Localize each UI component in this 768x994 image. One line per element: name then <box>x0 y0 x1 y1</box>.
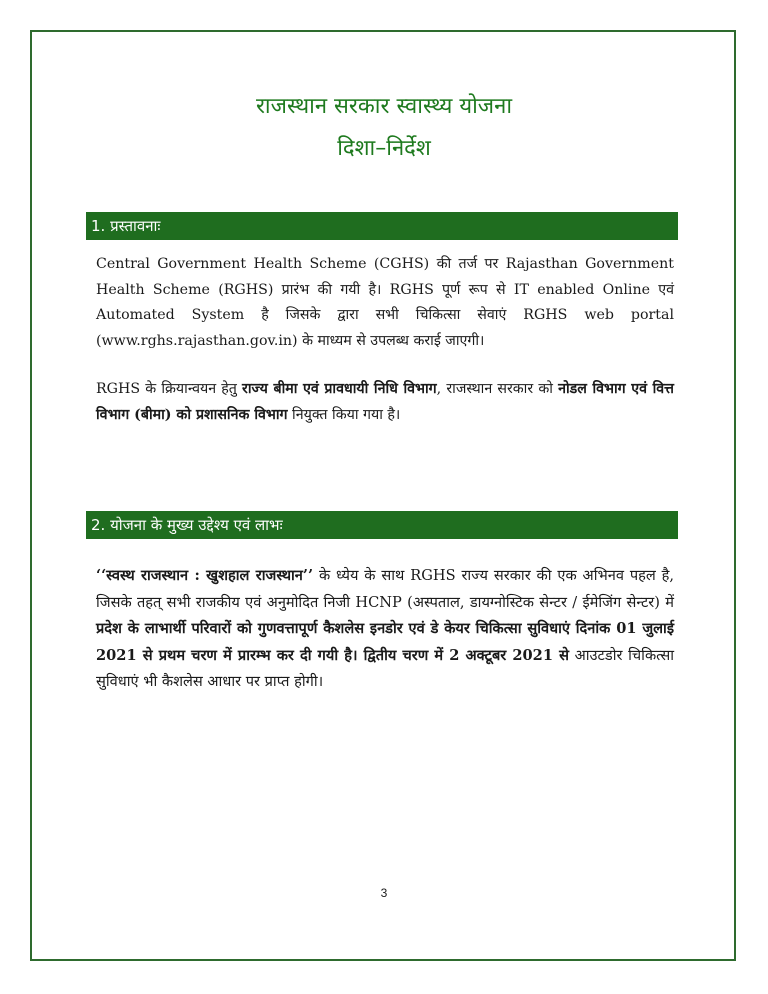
section-heading-objectives: 2. योजना के मुख्य उद्देश्य एवं लाभः <box>86 511 678 539</box>
document-title: राजस्थान सरकार स्वास्थ्य योजना <box>255 94 513 119</box>
paragraph-bold-text: प्रदेश के लाभार्थी परिवारों को गुणवत्तापूर्ण कैशलेस इनडोर एवं डे केयर चिकित्सा सुविधाएं दिनांक 01 जुलाई 2021 से प्रथम चरण में प्रारम्भ कर दी गयी है। द्वितीय चरण में 2 अक्टूबर 2021 से <box>96 620 674 664</box>
paragraph-bold-text: राज्य बीमा एवं प्रावधायी निधि विभाग <box>242 381 437 397</box>
paragraph-bold-text: नोडल विभाग एवं वित्त विभाग (बीमा) को प्रशासनिक विभाग <box>96 381 674 423</box>
slogan-text: ‘‘स्वस्थ राजस्थान : खुशहाल राजस्थान’’ <box>96 567 314 584</box>
paragraph-text: , राजस्थान सरकार को <box>436 381 559 397</box>
paragraph-text: नियुक्त किया गया है। <box>287 406 401 423</box>
objectives-paragraph <box>96 563 674 696</box>
introduction-paragraph: Central Government Health Scheme (CGHS) की तर्ज पर Rajasthan Government Health Scheme (RGHS) प्रारंभ की गयी है। RGHS पूर्ण रूप से IT enabled Online एवं Automated System है जिसके द्वारा सभी चिकित्सा सेवाएं RGHS web portal (www.rghs.rajasthan.gov.in) के माध्यम से उपलब्ध कराई जाएगी। <box>96 256 674 349</box>
page-border <box>30 30 736 961</box>
paragraph-text: के ध्येय के साथ RGHS राज्य सरकार की एक अभिनव पहल है, जिसके तहत् सभी राजकीय एवं अनुमोदित निजी HCNP (अस्पताल, डायग्नोस्टिक सेन्टर / ईमेजिंग सेन्टर) में <box>96 567 675 611</box>
implementation-paragraph <box>96 377 674 428</box>
paragraph-text: आउटडोर चिकित्सा सुविधाएं भी कैशलेस आधार पर प्राप्त होगी। <box>96 646 674 690</box>
document-subtitle: दिशा–निर्देश <box>337 136 431 161</box>
paragraph-text: RGHS के क्रियान्वयन हेतु <box>96 381 243 397</box>
section-heading-introduction: 1. प्रस्तावनाः <box>86 212 678 240</box>
page-number: 3 <box>380 886 388 900</box>
